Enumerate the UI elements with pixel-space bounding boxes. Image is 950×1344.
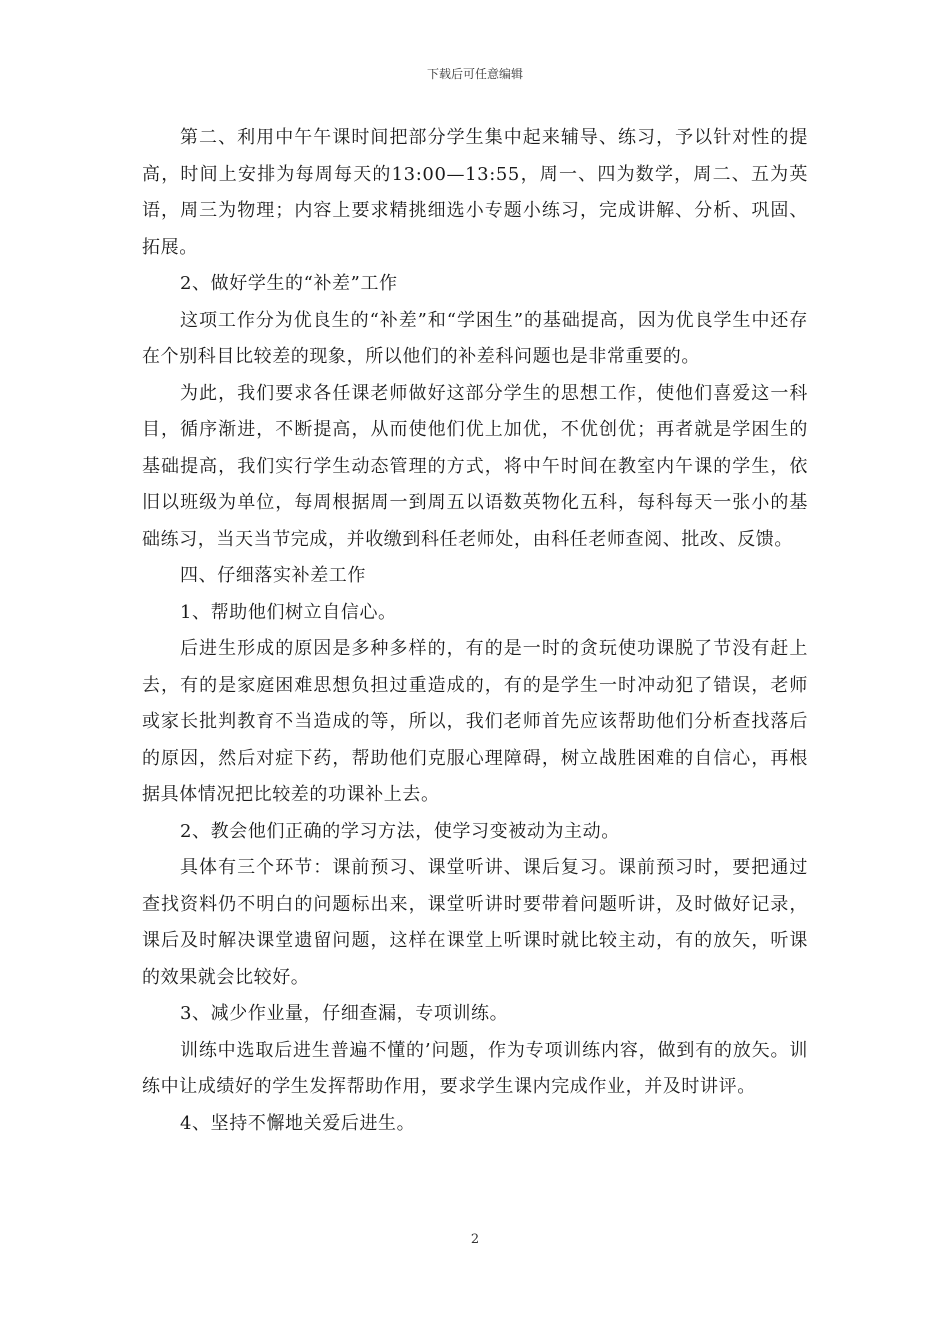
paragraph-2-heading: 2、做好学生的“补差”工作	[180, 273, 398, 294]
paragraph-11: 训练中选取后进生普遍不懂的’问题，作为专项训练内容，做到有的放矢。训练中让成绩好的学生发挥帮助作用，要求学生课内完成作业，并及时讲评。	[142, 1039, 808, 1097]
item-heading-4: 4、坚持不懈地关爱后进生。	[180, 1112, 416, 1134]
item-heading-3: 3、减少作业量，仔细查漏，专项训练。	[180, 1003, 509, 1024]
page-header: 下载后可任意编辑	[426, 67, 523, 81]
paragraph-9: 具体有三个环节：课前预习、课堂听讲、课后复习。课前预习时，要把通过查找资料仍不明白的问题标出来，课堂听讲时要带着问题听讲，及时做好记录，课后及时解决课堂遗留问题，这样在课堂上听课时就比较主动，有的放矢，听课的效果就会比较好。	[142, 857, 808, 988]
item-heading-2: 2、教会他们正确的学习方法，使学习变被动为主动。	[180, 820, 620, 842]
paragraph-3: 这项工作分为优良生的“补差”和“学困生”的基础提高，因为优良学生中还存在个别科目比较差的现象，所以他们的补差科问题也是非常重要的。	[142, 309, 808, 367]
paragraph-7: 后进生形成的原因是多种多样的，有的是一时的贪玩使功课脱了节没有赶上去，有的是家庭困难思想负担过重造成的，有的是学生一时冲动犯了错误，老师或家长批判教育不当造成的等，所以，我们老师首先应该帮助他们分析查找落后的原因，然后对症下药，帮助他们克服心理障碍，树立战胜困难的自信心，再根据具体情况把比较差的功课补上去。	[142, 638, 808, 805]
paragraph-1: 第二、利用中午午课时间把部分学生集中起来辅导、练习，予以针对性的提高，时间上安排为每周每天的13:00—13:55，周一、四为数学，周二、五为英语，周三为物理；内容上要求精挑细选小专题小练习，完成讲解、分析、巩固、拓展。	[142, 127, 808, 258]
section-heading-4: 四、仔细落实补差工作	[180, 565, 366, 586]
document-body	[142, 120, 808, 1142]
page-number: 2	[470, 1232, 480, 1247]
item-heading-1: 1、帮助他们树立自信心。	[180, 601, 397, 623]
paragraph-4: 为此，我们要求各任课老师做好这部分学生的思想工作，使他们喜爱这一科目，循序渐进，不断提高，从而使他们优上加优，不优创优；再者就是学困生的基础提高，我们实行学生动态管理的方式，将中午时间在教室内午课的学生，依旧以班级为单位，每周根据周一到周五以语数英物化五科，每科每天一张小的基础练习，当天当节完成，并收缴到科任老师处，由科任老师查阅、批改、反馈。	[142, 382, 808, 550]
